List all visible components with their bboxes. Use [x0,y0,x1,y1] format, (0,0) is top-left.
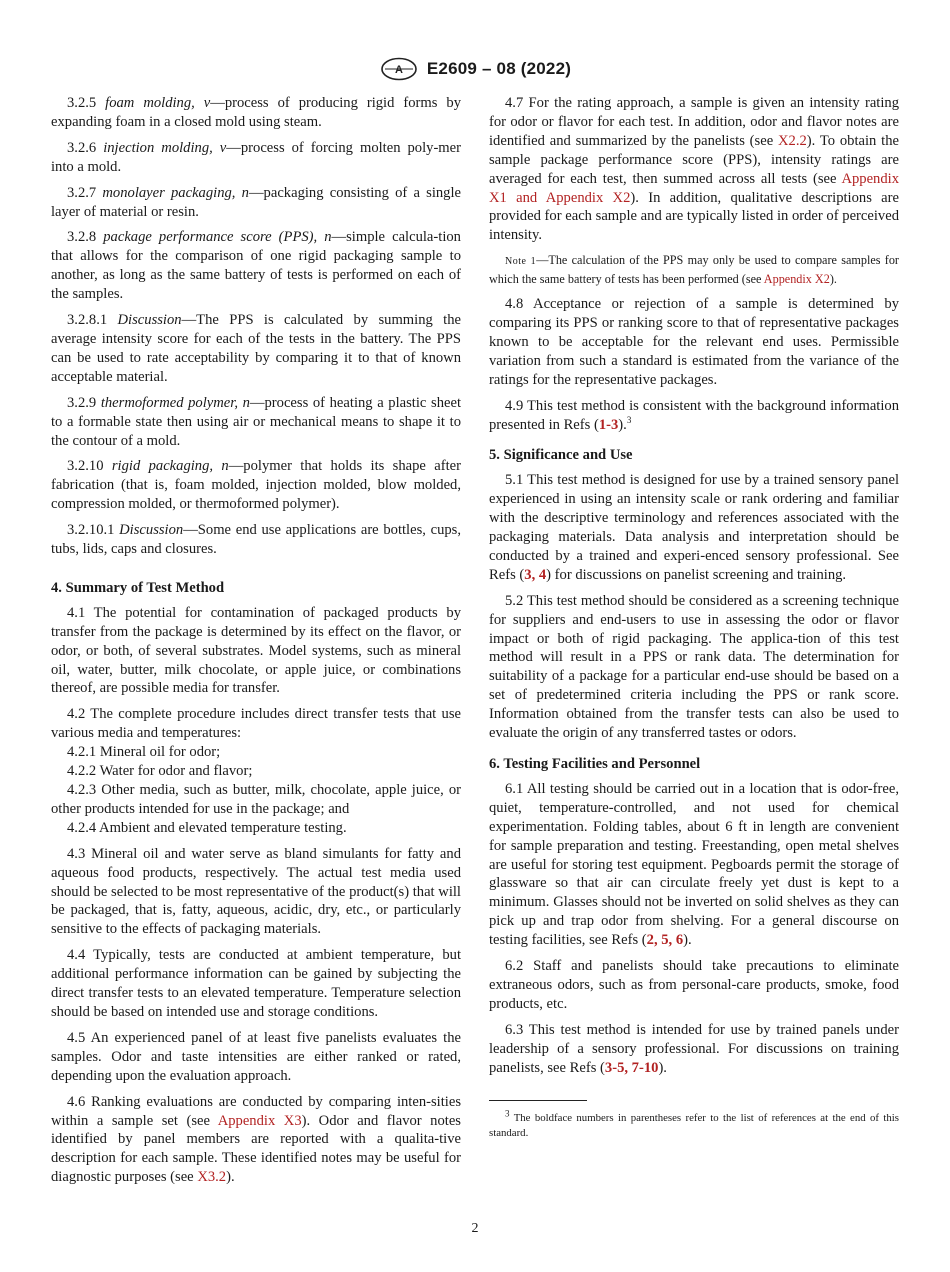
svg-text:A: A [394,64,403,76]
para-6-2: 6.2 Staff and panelists should take precautions to eliminate extraneous odors, such as from personal-care products, smoke, food products, etc. [489,958,899,1012]
ref-link-3-5-7-10[interactable]: 3-5, 7-10 [604,1059,659,1076]
para-4-2-3: 4.2.3 Other media, such as butter, milk, chocolate, apple juice, or other products intended for use in the package; and [51,782,461,817]
para-3-2-8-1: 3.2.8.1 Discussion—The PPS is calculated by summing the average intensity score for each of the tests in the battery. The PPS can be used to rate acceptability by comparing it to that of known acceptable material. [51,312,462,385]
para-6-1: 6.1 All testing should be carried out in a location that is odor-free, quiet, temperature-controlled, and not used for chemical experimentation. Folding tables, about 6 ft in length are convenient for sample preparation and testing. Freestanding, open metal shelves are useful for storing test equipment. Pegboards permit the storage of glassware so that air can circulate freely yet dust is kept to a minimum. Glasses should not be inverted on solid shelves as they can pick up and trap odor from shelving. For a general discourse on testing facilities, see Refs (2, 5, 6). [489,780,899,949]
section-6-title: 6. Testing Facilities and Personnel [489,756,701,772]
para-3-2-5: 3.2.5 foam molding, v—process of producing rigid forms by expanding foam in a closed mold using steam. [51,95,461,130]
section-5-title: 5. Significance and Use [489,447,633,464]
ref-link-1-3[interactable]: 1-3 [598,416,619,433]
page-number: 2 [471,1221,479,1236]
para-4-5: 4.5 An experienced panel of at least five panelists evaluates the samples. Odor and taste intensities are either ranked or rated, depending upon the evaluation approach. [51,1029,461,1084]
para-4-2-1: 4.2.1 Mineral oil for odor; [67,744,221,761]
para-3-2-10: 3.2.10 rigid packaging, n—polymer that holds its shape after fabrication (that is, foam molded, injection molded, blow molded, compression molded, or thermoformed polymer). [51,458,461,513]
ref-link-2-5-6[interactable]: 2, 5, 6 [646,932,684,949]
para-3-2-6: 3.2.6 injection molding, v—process of forcing molten poly-mer into a mold. [51,139,462,175]
para-3-2-10-1: 3.2.10.1 Discussion—Some end use applications are bottles, cups, tubs, lids, caps and closures. [51,522,462,558]
left-column [51,94,461,1194]
para-4-4: 4.4 Typically, tests are conducted at ambient temperature, but additional performance information can be gained by subjecting the direct transfer tests to an elevated temperature. Temperature selection should be based on intended use and storage conditions. [51,947,461,1020]
footnote-divider [489,1100,587,1101]
right-column [489,94,899,1141]
ref-link-3-4[interactable]: 3, 4 [524,566,547,583]
link-x3-2[interactable]: X3.2 [197,1169,227,1186]
footnote-marker-3[interactable]: 3 [626,414,632,425]
para-4-8: 4.8 Acceptance or rejection of a sample is determined by comparing its PPS or ranking score to that of representative packages known to be acceptable for the relevant end uses. Permissible variation from such a standard is estimated from the variance of the ratings for the representative packages. [489,296,899,388]
note-1: Note 1—The calculation of the PPS may only be used to compare samples for which the same battery of tests has been performed (see Appendix X2). [489,253,899,286]
page-header [0,57,950,81]
link-note-appendix-x2[interactable]: Appendix X2 [763,271,830,286]
para-4-2-2: 4.2.2 Water for odor and flavor; [67,763,253,780]
astm-logo-icon [379,57,419,81]
para-4-7: 4.7 For the rating approach, a sample is given an intensity rating for odor or flavor for each test. In addition, odor and flavor notes are identified and summarized by the panelists (see X2.2). To obtain the sample package performance score (PPS), intensity ratings are averaged for each test, then summed across all tests (see Appendix X1 and Appendix X2). In addition, qualitative descriptions are provided for each sample and are typically listed in order of perceived intensity. [489,95,899,244]
link-x2-2[interactable]: X2.2 [778,132,807,149]
link-appendix-x1-x2[interactable]: Appendix X1 and Appendix X2 [489,170,899,206]
para-5-1: 5.1 This test method is designed for use by a trained sensory panel experienced in using an intensity scale or rank ordering and familiar with the descriptive terminology and references associated with the packaging materials. Data analysis and interpretation should be conducted by a trained and experi-enced sensory professional. See Refs (3, 4) for discussions on panelist screening and training. [489,472,899,583]
link-appendix-x3[interactable]: Appendix X3 [217,1112,302,1129]
para-4-6: 4.6 Ranking evaluations are conducted by comparing inten-sities within a sample set (see Appendix X3). Odor and flavor notes identified by panel members are reported with a qualita-tive description for each sample. These identified notes may be useful for diagnostic purposes (see X3.2). [51,1093,461,1186]
section-4-title: 4. Summary of Test Method [51,579,225,596]
para-4-3: 4.3 Mineral oil and water serve as bland simulants for fatty and aqueous food products, respectively. The actual test media used should be selected to be most representative of the product(s) that will be packaged, that is, fatty, aqueous, acidic, dry, etc., or particularly sensitive to the effects of packaging materials. [51,845,461,938]
para-4-2-4: 4.2.4 Ambient and elevated temperature testing. [67,819,347,836]
footnote-3: $^3$ The boldface numbers in parentheses refer to the list of references at the end of this standard. [489,1107,899,1139]
para-4-1: 4.1 The potential for contamination of packaged products by transfer from the package is determined by its effect on the flavor, or odor, or both, of several substrates. Model systems, such as mineral oil, water, butter, milk chocolate, or apple juice, or combinations thereof, are possible media for transfer. [51,604,461,697]
para-4-2: 4.2 The complete procedure includes direct transfer tests that use various media and temperatures: [51,706,461,742]
para-3-2-8: 3.2.8 package performance score (PPS), n—simple calcula-tion that allows for the comparison of one rigid packaging sample to another, as long as the same battery of tests is performed on each of the samples. [51,229,461,303]
para-4-9: 4.9 This test method is consistent with the background information presented in Refs (1-3).$^3$ [489,397,899,433]
para-3-2-7: 3.2.7 monolayer packaging, n—packaging consisting of a single layer of material or resin. [51,184,461,220]
para-6-3: 6.3 This test method is intended for use by trained panels under leadership of a sensory professional. For discussions on training panelists, see Refs (3-5, 7-10). [489,1021,899,1076]
para-5-2: 5.2 This test method should be considered as a screening technique for suppliers and end-users to use in assessing the odor or flavor impact or both of rigid packaging. The applica-tion of this test method will result in a PPS or rank data. The determination for suitability of a package for a particular end-use should be based on a set of predetermined criteria including the PPS or rank score. Information obtained from the transfer tests can also be used to evaluate the origin of any transferred tastes or odors. [489,592,899,742]
para-3-2-9: 3.2.9 thermoformed polymer, n—process of heating a plastic sheet to a formable state then using air or mechanical means to shape it to the contour of a mold. [51,394,461,449]
document-title: E2609 – 08 (2022) [426,59,572,78]
